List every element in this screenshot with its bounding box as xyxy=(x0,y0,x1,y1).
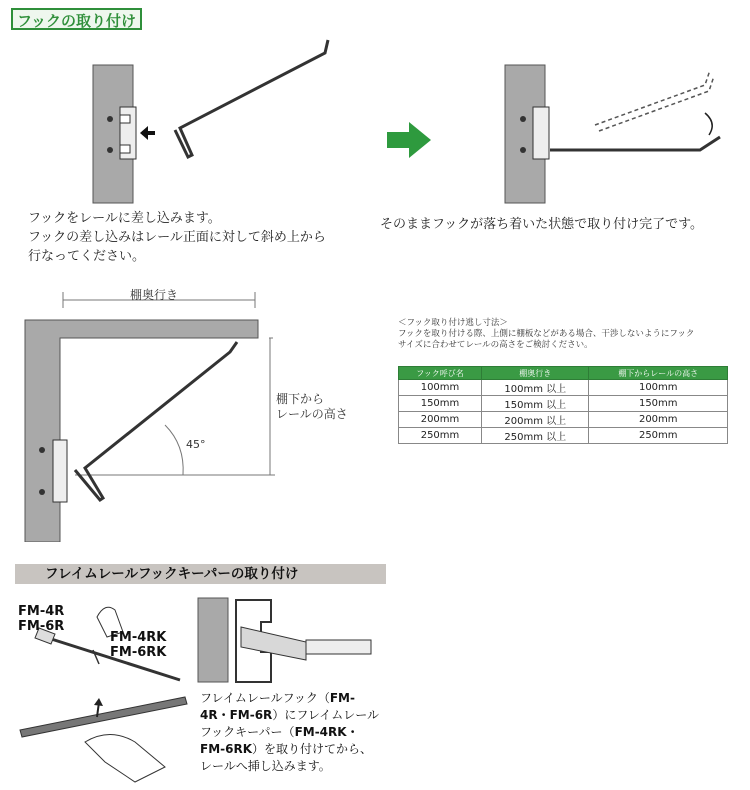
screw-icon xyxy=(520,147,526,153)
table-cell: 150mm xyxy=(589,396,728,412)
frame-rail xyxy=(20,697,187,737)
angle-label: 45° xyxy=(186,438,206,451)
keeper-model-labels: FM-4RK FM-6RK xyxy=(110,630,167,660)
hook-insert-illustration xyxy=(80,35,370,205)
table-header-row xyxy=(399,367,728,380)
clearance-note: ＜フック取り付け逃し寸法＞ フックを取り付ける際、上側に棚板などがある場合、干渉しないようにフック サイズに合わせてレールの高さをご検討ください。 xyxy=(398,318,695,350)
shelf-and-wall xyxy=(25,320,258,542)
hook-model-labels: FM-4R FM-6R xyxy=(18,604,65,634)
hand-icon xyxy=(85,735,165,783)
hook-rod xyxy=(306,640,371,654)
rail xyxy=(533,107,549,159)
table-cell: 150mm xyxy=(399,396,482,412)
table-row xyxy=(399,396,728,412)
table-row xyxy=(399,412,728,428)
table-cell: 100mm xyxy=(399,380,482,396)
section-title-hook-install: フックの取り付け xyxy=(11,8,142,30)
column-header: フック呼び名 xyxy=(399,367,482,380)
table-cell: 250mm xyxy=(399,428,482,444)
table-cell: 250mm xyxy=(589,428,728,444)
step1-caption: フックをレールに差し込みます。 フックの差し込みはレール正面に対して斜め上から 行なってください。 xyxy=(28,211,326,264)
column-header: 棚下からレールの高さ xyxy=(589,367,728,380)
rail xyxy=(53,440,67,502)
column-header: 棚奥行き xyxy=(482,367,589,380)
hook-installed-illustration xyxy=(495,55,735,205)
table-row xyxy=(399,380,728,396)
keeper-instruction: フレイムレールフック（FM-4R・FM-6R）にフレイムレールフックキーパー（FM-4RK・FM-6RK）を取り付けてから、レールへ挿し込みます。 xyxy=(200,691,379,773)
table-cell: 250mm 以上 xyxy=(482,428,589,444)
screw-icon xyxy=(520,116,526,122)
wall-panel xyxy=(198,598,228,682)
hook-rod xyxy=(550,137,720,150)
table-cell: 100mm 以上 xyxy=(482,380,589,396)
next-step-arrow-icon xyxy=(385,120,435,160)
depth-label: 棚奥行き xyxy=(130,288,179,302)
angle-arc xyxy=(165,425,183,475)
section-title-keeper-install: フレイムレールフックキーパーの取り付け xyxy=(15,564,386,584)
table-cell: 100mm xyxy=(589,380,728,396)
height-label: 棚下から レールの高さ xyxy=(276,392,348,421)
hook-rod xyxy=(175,40,328,157)
table-cell: 150mm 以上 xyxy=(482,396,589,412)
step2-caption: そのままフックが落ち着いた状態で取り付け完了です。 xyxy=(380,217,704,232)
curved-arrow-icon xyxy=(705,113,712,135)
hook-rod xyxy=(75,342,237,500)
screw-icon xyxy=(39,489,45,495)
table-cell: 200mm 以上 xyxy=(482,412,589,428)
table-row xyxy=(399,428,728,444)
screw-icon xyxy=(39,447,45,453)
screw-icon xyxy=(107,116,113,122)
clearance-spec-table xyxy=(398,366,728,444)
table-cell: 200mm xyxy=(399,412,482,428)
screw-icon xyxy=(107,147,113,153)
keeper-cross-section xyxy=(196,592,376,684)
table-cell: 200mm xyxy=(589,412,728,428)
